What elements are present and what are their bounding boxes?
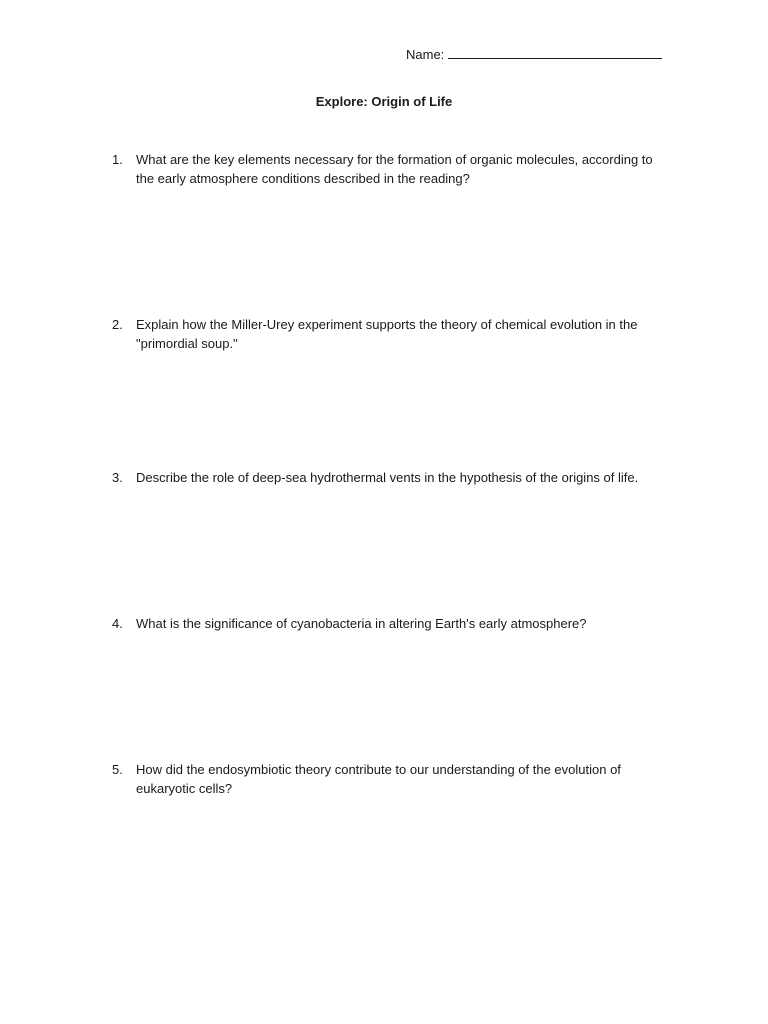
question-item [112,315,672,353]
question-number: 2. [112,317,123,332]
question-number: 4. [112,616,123,631]
name-blank-line [448,46,662,59]
question-number: 3. [112,470,123,485]
question-item [112,760,672,798]
question-item [112,468,672,487]
question-text: Describe the role of deep-sea hydrothermal vents in the hypothesis of the origins of life. [136,470,639,485]
name-label: Name: [406,47,445,62]
question-text: Explain how the Miller-Urey experiment supports the theory of chemical evolution in the "primordial soup." [136,317,638,351]
question-number: 5. [112,762,123,777]
question-item [112,614,672,633]
question-number: 1. [112,152,123,167]
question-text: How did the endosymbiotic theory contribute to our understanding of the evolution of eukaryotic cells? [136,762,621,796]
question-text: What is the significance of cyanobacteria in altering Earth's early atmosphere? [136,616,587,631]
worksheet-title: Explore: Origin of Life [315,94,453,109]
question-text: What are the key elements necessary for the formation of organic molecules, according to the early atmosphere conditions described in the reading? [136,152,653,186]
name-field [406,46,662,64]
question-item [112,150,672,188]
